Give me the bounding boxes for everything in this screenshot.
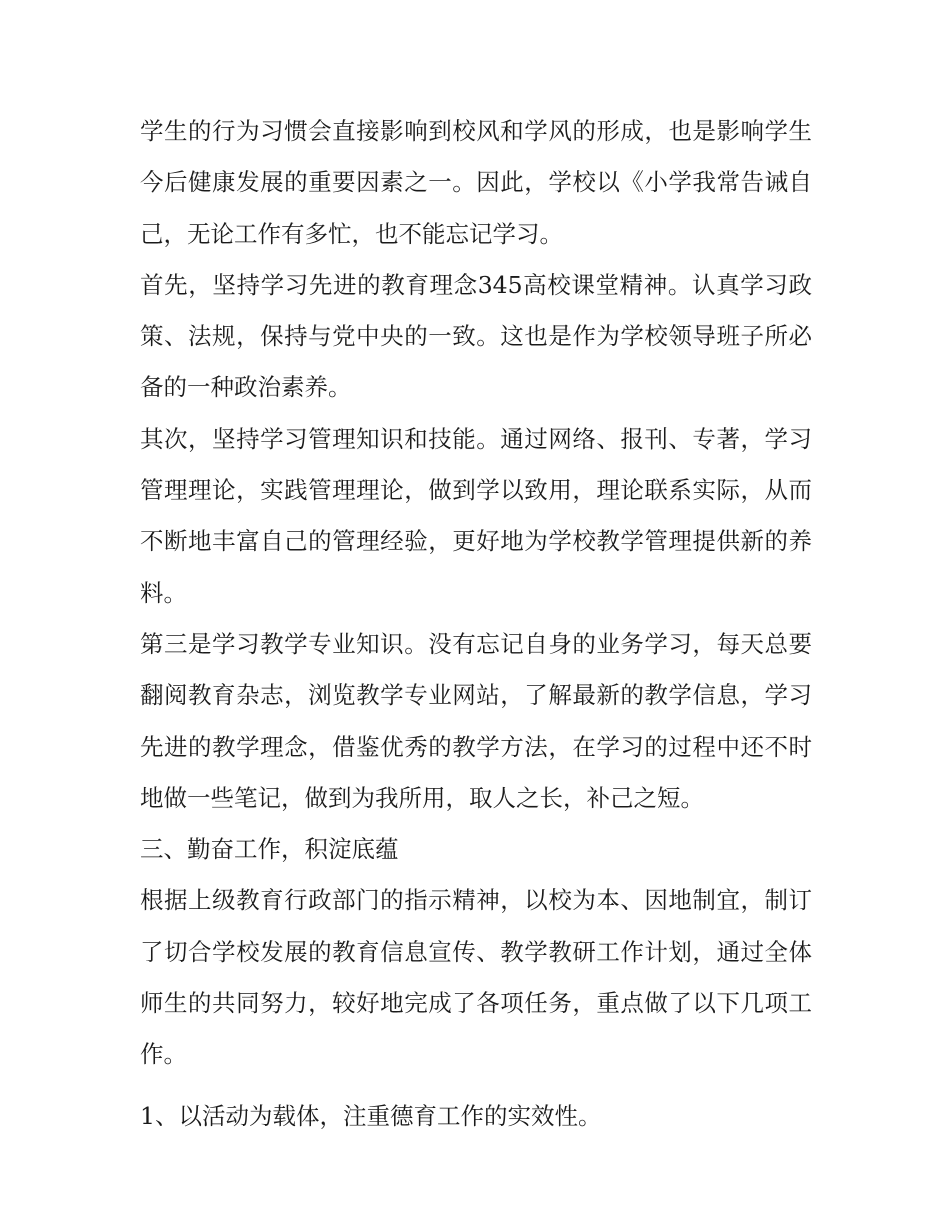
section-heading-diligent-work: 三、勤奋工作，积淀底蕴: [140, 835, 399, 864]
paragraph-second-management-skills: 其次，坚持学习管理知识和技能。通过网络、报刊、专著，学习管理理论，实践管理理论，做到学以致用，理论联系实际，从而不断地丰富自己的管理经验，更好地为学校教学管理提供新的养料。: [140, 424, 812, 607]
paragraph-behavior-habits: 学生的行为习惯会直接影响到校风和学风的形成，也是影响学生今后健康发展的重要因素之一。因此，学校以《小学我常告诫自己，无论工作有多忙，也不能忘记学习。: [140, 117, 812, 248]
document-body: [140, 106, 812, 1142]
paragraph-first-study-concepts: 首先，坚持学习先进的教育理念345高校课堂精神。认真学习政策、法规，保持与党中央的一致。这也是作为学校领导班子所必备的一种政治素养。: [140, 270, 812, 402]
paragraph-third-professional-knowledge: 第三是学习教学专业知识。没有忘记自身的业务学习，每天总要翻阅教育杂志，浏览教学专业网站，了解最新的教学信息，学习先进的教学理念，借鉴优秀的教学方法，在学习的过程中还不时地做一些笔记，做到为我所用，取人之长，补己之短。: [140, 629, 812, 812]
list-item-moral-education: 1、以活动为载体，注重德育工作的实效性。: [140, 1101, 602, 1130]
paragraph-work-plan: 根据上级教育行政部门的指示精神，以校为本、因地制宜，制订了切合学校发展的教育信息宣传、教学教研工作计划，通过全体师生的共同努力，较好地完成了各项任务，重点做了以下几项工作。: [140, 886, 812, 1069]
